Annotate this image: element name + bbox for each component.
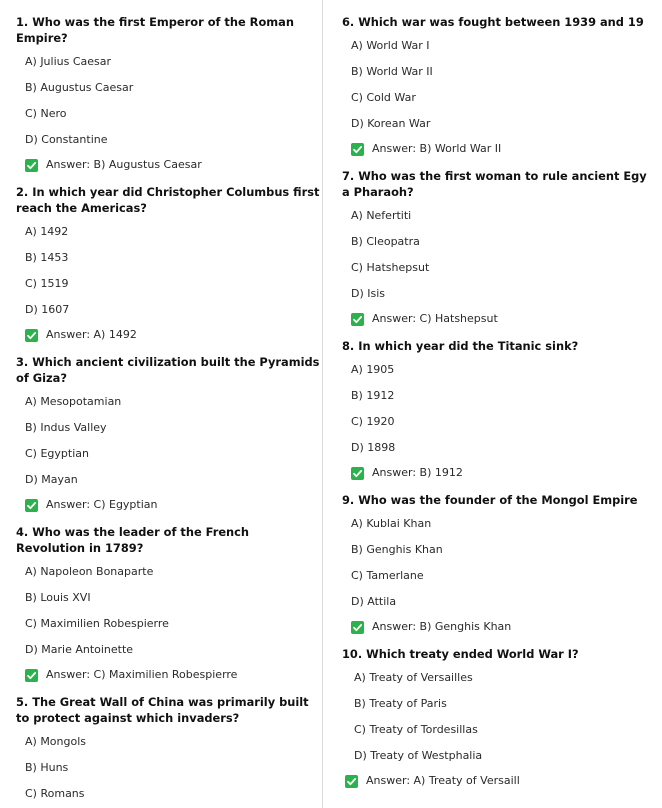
check-icon bbox=[351, 467, 364, 480]
question-text: 3. Which ancient civilization built the Pyramids of Giza? bbox=[16, 355, 320, 385]
answer-text: Answer: A) 1492 bbox=[46, 328, 137, 341]
check-icon bbox=[25, 669, 38, 682]
answer-line bbox=[16, 668, 320, 682]
option-list bbox=[16, 395, 320, 487]
question-text: 9. Who was the founder of the Mongol Empire bbox=[342, 493, 638, 507]
option-b: B) Indus Valley bbox=[25, 421, 107, 434]
option-b: B) Huns bbox=[25, 761, 69, 774]
answer-line bbox=[16, 328, 320, 342]
option-b: B) Augustus Caesar bbox=[25, 81, 134, 94]
answer-line bbox=[342, 466, 662, 480]
question-text bbox=[342, 168, 662, 200]
option-d: D) Constantine bbox=[25, 133, 108, 146]
option-c: C) 1519 bbox=[25, 277, 69, 290]
question-text-line-1: 7. Who was the first woman to rule ancient Egy bbox=[342, 169, 647, 183]
answer-line bbox=[342, 620, 662, 634]
option-b: B) 1453 bbox=[25, 251, 69, 264]
question-text: 2. In which year did Christopher Columbus first reach the Americas? bbox=[16, 185, 320, 215]
question-text-line-2: a Pharaoh? bbox=[342, 185, 414, 199]
option-c: C) Tamerlane bbox=[351, 569, 424, 582]
answer-text: Answer: C) Egyptian bbox=[46, 498, 158, 511]
option-d: D) Mayan bbox=[25, 473, 78, 486]
question-2 bbox=[16, 184, 320, 342]
option-a: A) 1905 bbox=[351, 363, 395, 376]
answer-line bbox=[342, 312, 662, 326]
option-a: A) Kublai Khan bbox=[351, 517, 432, 530]
option-b: B) Treaty of Paris bbox=[354, 697, 447, 710]
option-a: A) Mesopotamian bbox=[25, 395, 122, 408]
question-3 bbox=[16, 354, 320, 512]
option-c: C) Egyptian bbox=[25, 447, 89, 460]
option-b: B) World War II bbox=[351, 65, 433, 78]
option-c: C) Cold War bbox=[351, 91, 416, 104]
option-d: D) 1607 bbox=[25, 303, 70, 316]
answer-text: Answer: B) Augustus Caesar bbox=[46, 158, 202, 171]
answer-line bbox=[16, 498, 320, 512]
answer-line bbox=[342, 774, 662, 788]
option-d: D) Korean War bbox=[351, 117, 431, 130]
check-icon bbox=[25, 499, 38, 512]
answer-text: Answer: B) World War II bbox=[372, 142, 502, 155]
option-c: C) 1920 bbox=[351, 415, 395, 428]
option-d: D) Attila bbox=[351, 595, 397, 608]
question-10 bbox=[342, 646, 662, 788]
option-c: C) Romans bbox=[25, 787, 85, 800]
check-icon bbox=[351, 621, 364, 634]
answer-text: Answer: A) Treaty of Versaill bbox=[366, 774, 520, 787]
option-a: A) Mongols bbox=[25, 735, 87, 748]
option-c: C) Treaty of Tordesillas bbox=[354, 723, 478, 736]
question-text: 8. In which year did the Titanic sink? bbox=[342, 339, 579, 353]
question-6 bbox=[342, 14, 662, 156]
answer-text: Answer: C) Maximilien Robespierre bbox=[46, 668, 238, 681]
option-a: A) Nefertiti bbox=[351, 209, 412, 222]
option-a: A) Treaty of Versailles bbox=[354, 671, 473, 684]
option-list bbox=[342, 671, 662, 763]
option-d: D) Isis bbox=[351, 287, 386, 300]
answer-text: Answer: B) 1912 bbox=[372, 466, 463, 479]
question-9 bbox=[342, 492, 662, 634]
option-c: C) Maximilien Robespierre bbox=[25, 617, 169, 630]
question-text: 5. The Great Wall of China was primarily built to protect against which invaders? bbox=[16, 695, 309, 725]
answer-line bbox=[16, 158, 320, 172]
option-list bbox=[342, 517, 662, 609]
option-list bbox=[16, 225, 320, 317]
question-text: 6. Which war was fought between 1939 and 19 bbox=[342, 15, 644, 29]
left-column bbox=[0, 0, 320, 808]
option-d: D) 1898 bbox=[351, 441, 396, 454]
question-8 bbox=[342, 338, 662, 480]
answer-line bbox=[342, 142, 662, 156]
option-list bbox=[16, 735, 320, 801]
option-b: B) 1912 bbox=[351, 389, 395, 402]
option-a: A) World War I bbox=[351, 39, 430, 52]
option-list bbox=[16, 565, 320, 657]
check-icon bbox=[25, 159, 38, 172]
option-list bbox=[342, 363, 662, 455]
option-c: C) Hatshepsut bbox=[351, 261, 430, 274]
check-icon bbox=[25, 329, 38, 342]
option-d: D) Marie Antoinette bbox=[25, 643, 134, 656]
option-a: A) Julius Caesar bbox=[25, 55, 112, 68]
question-1 bbox=[16, 14, 320, 172]
answer-text: Answer: C) Hatshepsut bbox=[372, 312, 498, 325]
check-icon bbox=[351, 313, 364, 326]
check-icon bbox=[351, 143, 364, 156]
answer-text: Answer: B) Genghis Khan bbox=[372, 620, 512, 633]
option-list bbox=[342, 39, 662, 131]
question-5 bbox=[16, 694, 320, 801]
question-7 bbox=[342, 168, 662, 326]
question-text: 4. Who was the leader of the French Revolution in 1789? bbox=[16, 525, 250, 555]
option-c: C) Nero bbox=[25, 107, 67, 120]
question-text: 1. Who was the first Emperor of the Roman Empire? bbox=[16, 15, 294, 45]
right-column bbox=[322, 0, 647, 808]
check-icon bbox=[345, 775, 358, 788]
question-text: 10. Which treaty ended World War I? bbox=[342, 647, 579, 661]
option-b: B) Genghis Khan bbox=[351, 543, 443, 556]
option-a: A) Napoleon Bonaparte bbox=[25, 565, 154, 578]
option-list bbox=[16, 55, 320, 147]
option-a: A) 1492 bbox=[25, 225, 69, 238]
option-d: D) Treaty of Westphalia bbox=[354, 749, 483, 762]
question-4 bbox=[16, 524, 320, 682]
option-b: B) Cleopatra bbox=[351, 235, 420, 248]
option-b: B) Louis XVI bbox=[25, 591, 91, 604]
option-list bbox=[342, 209, 662, 301]
